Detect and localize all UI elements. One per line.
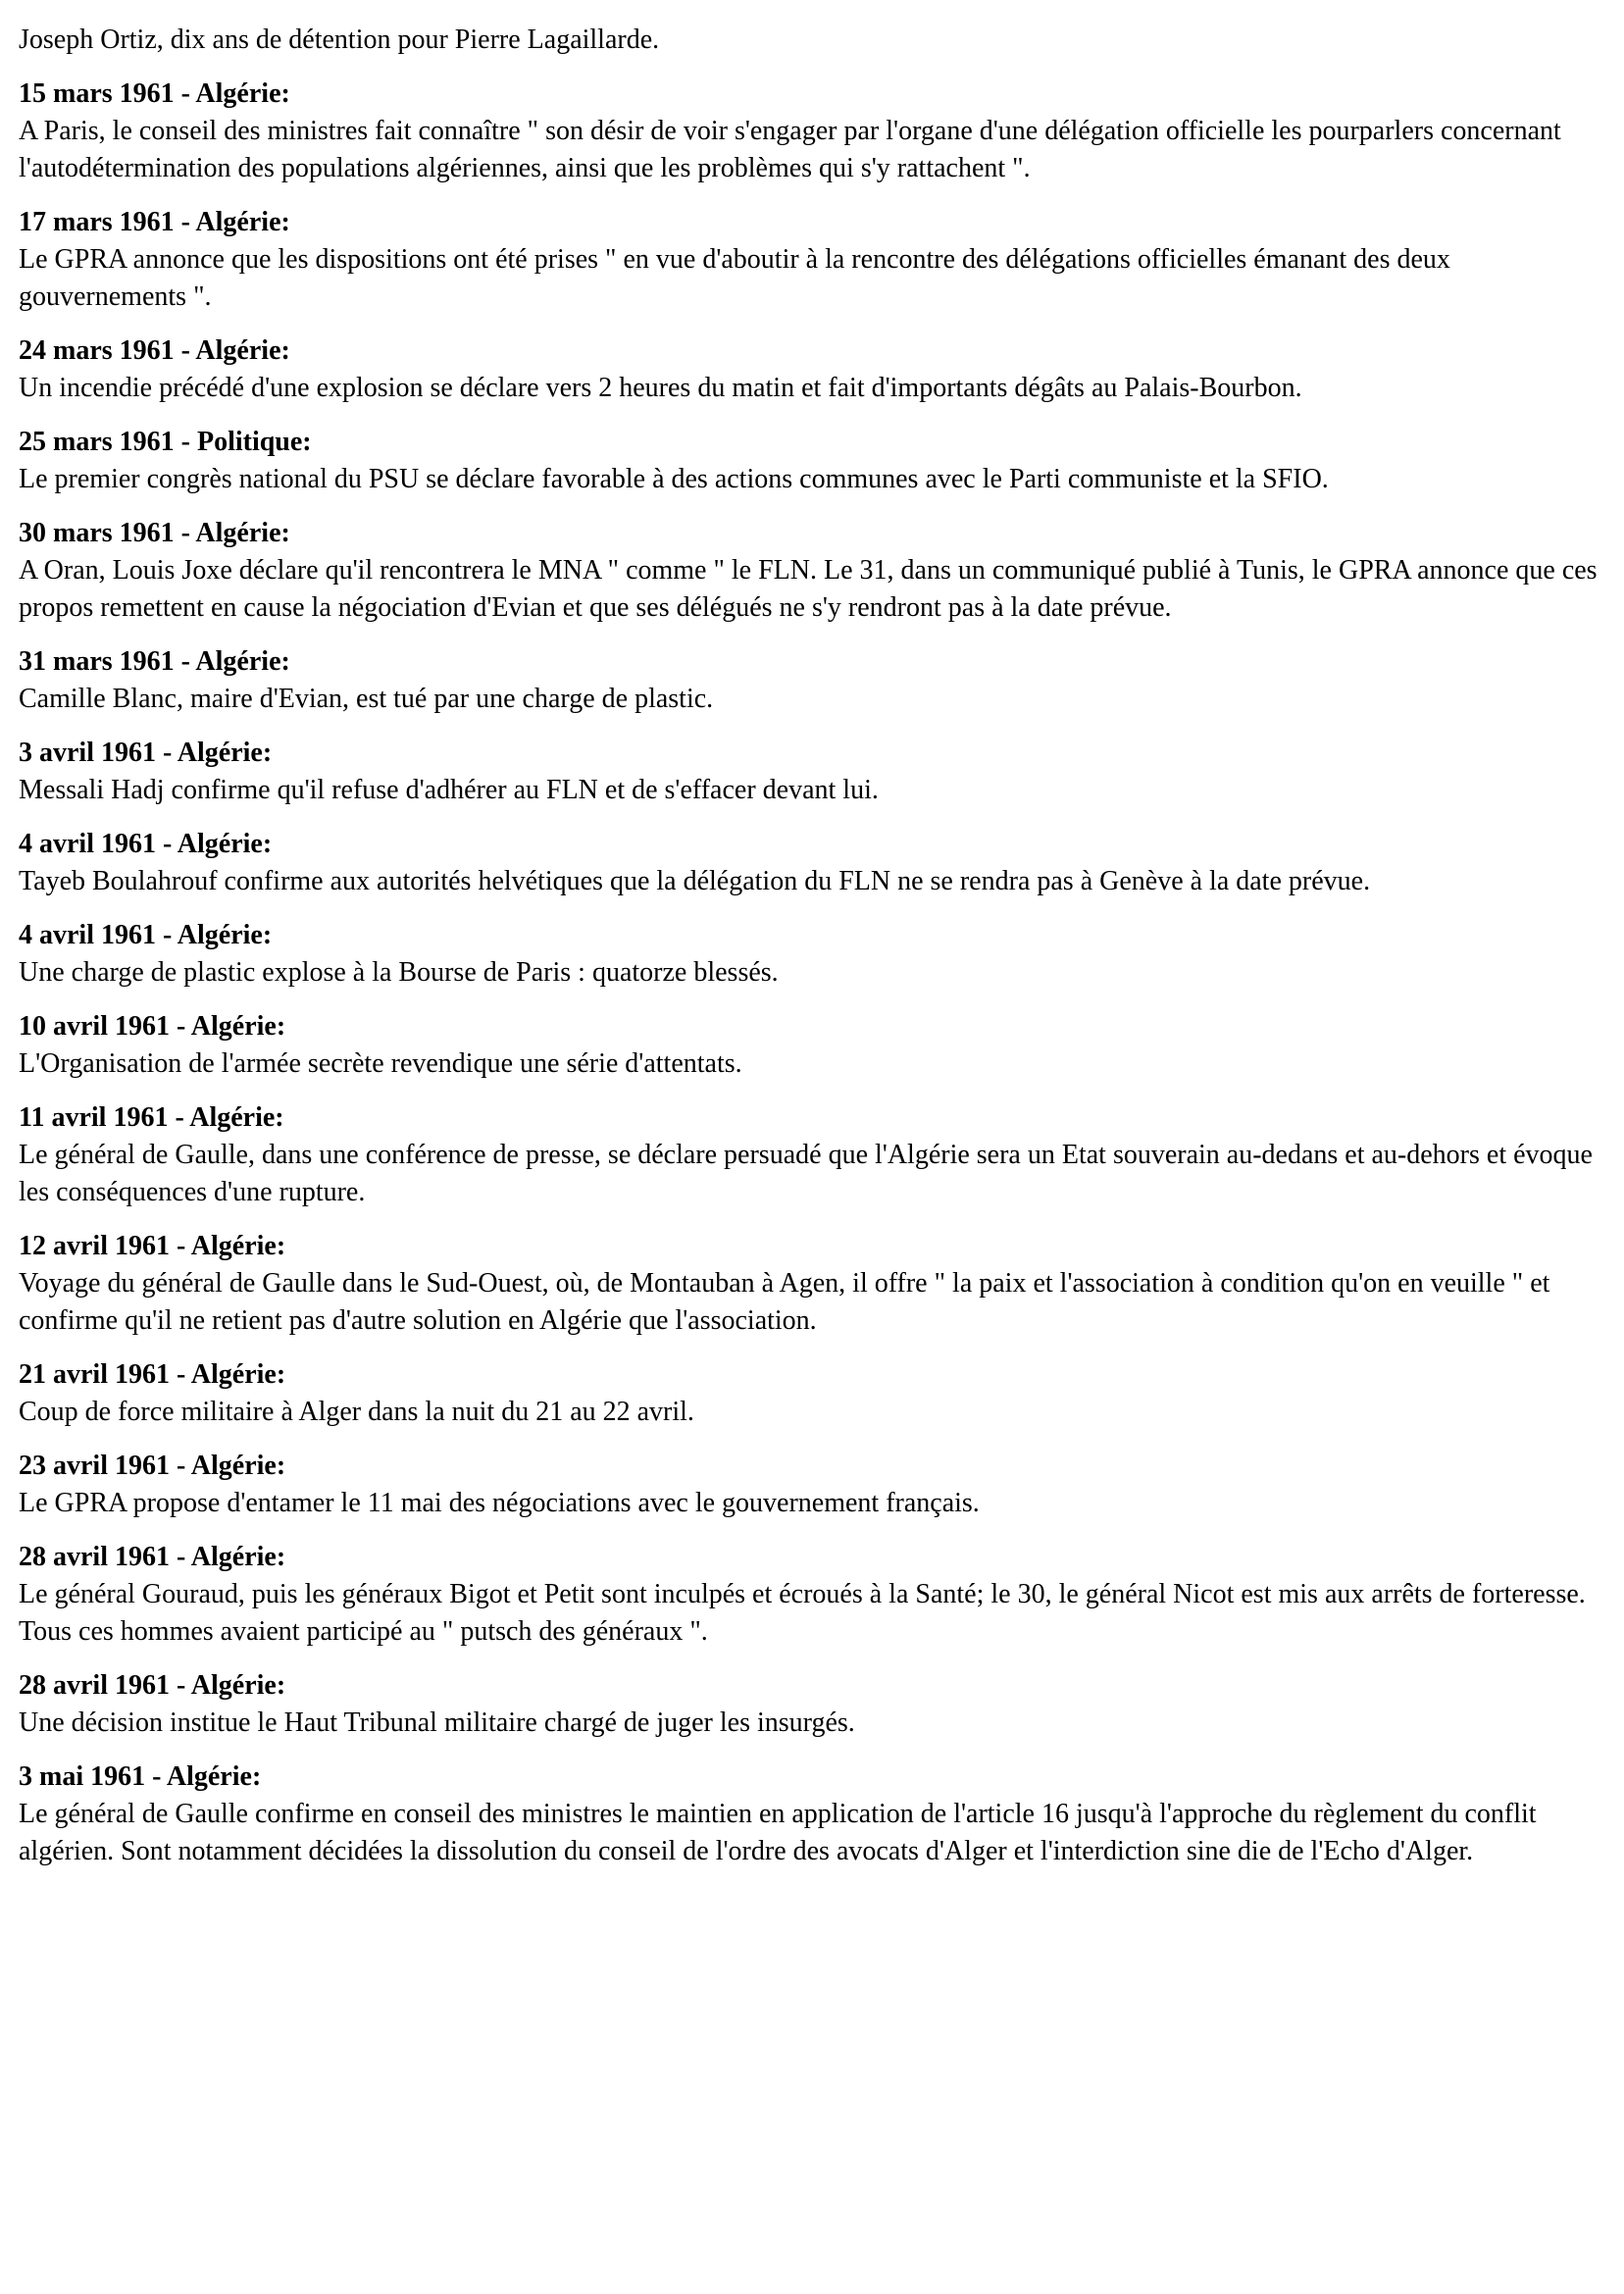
entry-date-heading: 28 avril 1961 - Algérie:: [19, 1542, 286, 1572]
chronology-entry: [19, 332, 1599, 407]
chronology-entry: [19, 1228, 1599, 1340]
chronology-entry: [19, 1448, 1599, 1522]
entry-date-heading: 24 mars 1961 - Algérie:: [19, 335, 290, 366]
entry-description: Le GPRA annonce que les dispositions ont été prises " en vue d'aboutir à la rencontre des délégations officielles émanant des deux gouvernements ".: [19, 244, 1450, 312]
chronology-entry: [19, 76, 1599, 187]
entry-description: Une charge de plastic explose à la Bourse de Paris : quatorze blessés.: [19, 957, 779, 988]
chronology-entry: [19, 643, 1599, 718]
chronology-entry: [19, 515, 1599, 627]
chronology-entry: [19, 917, 1599, 992]
entry-date-heading: 3 avril 1961 - Algérie:: [19, 738, 273, 768]
entry-description: Le général de Gaulle, dans une conférence de presse, se déclare persuadé que l'Algérie sera un Etat souverain au-dedans et au-dehors et évoque les conséquences d'une rupture.: [19, 1140, 1593, 1207]
entry-description: A Paris, le conseil des ministres fait connaître " son désir de voir s'engager par l'organe d'une délégation officielle les pourparlers concernant l'autodétermination des populations algériennes, ainsi que les problèmes qui s'y rattachent ".: [19, 116, 1561, 183]
chronology-entry: [19, 1356, 1599, 1431]
entry-date-heading: 23 avril 1961 - Algérie:: [19, 1451, 286, 1481]
chronology-entry: [19, 1667, 1599, 1742]
entry-description: Le général de Gaulle confirme en conseil des ministres le maintien en application de l'article 16 jusqu'à l'approche du règlement du conflit algérien. Sont notamment décidées la dissolution du conseil de l'ordre des avocats d'Alger et l'interdiction sine die de l'Echo d'Alger.: [19, 1799, 1537, 1866]
entry-description: Tayeb Boulahrouf confirme aux autorités helvétiques que la délégation du FLN ne se rendra pas à Genève à la date prévue.: [19, 866, 1371, 896]
entry-date-heading: 12 avril 1961 - Algérie:: [19, 1231, 286, 1261]
entry-description: Une décision institue le Haut Tribunal militaire chargé de juger les insurgés.: [19, 1708, 855, 1738]
entry-date-heading: 17 mars 1961 - Algérie:: [19, 207, 290, 237]
entry-date-heading: 4 avril 1961 - Algérie:: [19, 829, 273, 859]
entry-description: Le GPRA propose d'entamer le 11 mai des négociations avec le gouvernement français.: [19, 1488, 980, 1518]
entry-date-heading: 10 avril 1961 - Algérie:: [19, 1011, 286, 1042]
entry-date-heading: 31 mars 1961 - Algérie:: [19, 646, 290, 677]
entry-description: Messali Hadj confirme qu'il refuse d'adhérer au FLN et de s'effacer devant lui.: [19, 775, 879, 805]
chronology-entry: [19, 735, 1599, 809]
chronology-entry: [19, 826, 1599, 900]
entry-date-heading: 15 mars 1961 - Algérie:: [19, 78, 290, 109]
entry-description: A Oran, Louis Joxe déclare qu'il rencontrera le MNA " comme " le FLN. Le 31, dans un communiqué publié à Tunis, le GPRA annonce que ces propos remettent en cause la négociation d'Evian et que ses délégués ne s'y rendront pas à la date prévue.: [19, 555, 1598, 623]
entry-description: Camille Blanc, maire d'Evian, est tué par une charge de plastic.: [19, 684, 714, 714]
entry-date-heading: 3 mai 1961 - Algérie:: [19, 1761, 262, 1792]
entry-date-heading: 25 mars 1961 - Politique:: [19, 427, 312, 457]
chronology-entry: [19, 424, 1599, 498]
chronology-entry: [19, 204, 1599, 316]
document-page: [19, 22, 1599, 1887]
entry-description: L'Organisation de l'armée secrète revendique une série d'attentats.: [19, 1048, 742, 1079]
chronology-entry: [19, 1759, 1599, 1870]
entry-date-heading: 21 avril 1961 - Algérie:: [19, 1359, 286, 1390]
entry-description: Voyage du général de Gaulle dans le Sud-Ouest, où, de Montauban à Agen, il offre " la paix et l'association à condition qu'on en veuille " et confirme qu'il ne retient pas d'autre solution en Algérie que l'association.: [19, 1268, 1550, 1336]
chronology-entry: [19, 1008, 1599, 1083]
entry-date-heading: 4 avril 1961 - Algérie:: [19, 920, 273, 950]
entry-description: Coup de force militaire à Alger dans la nuit du 21 au 22 avril.: [19, 1397, 694, 1427]
entry-description: Un incendie précédé d'une explosion se déclare vers 2 heures du matin et fait d'importants dégâts au Palais-Bourbon.: [19, 373, 1302, 403]
entry-date-heading: 28 avril 1961 - Algérie:: [19, 1670, 286, 1701]
entry-description: Le premier congrès national du PSU se déclare favorable à des actions communes avec le Parti communiste et la SFIO.: [19, 464, 1329, 494]
intro-text: Joseph Ortiz, dix ans de détention pour Pierre Lagaillarde.: [19, 25, 660, 55]
entry-description: Le général Gouraud, puis les généraux Bigot et Petit sont inculpés et écroués à la Santé; le 30, le général Nicot est mis aux arrêts de forteresse. Tous ces hommes avaient participé au " putsch des généraux ".: [19, 1579, 1586, 1647]
entry-date-heading: 30 mars 1961 - Algérie:: [19, 518, 290, 548]
chronology-entry: [19, 1539, 1599, 1651]
entry-date-heading: 11 avril 1961 - Algérie:: [19, 1102, 284, 1133]
chronology-entry: [19, 1099, 1599, 1211]
